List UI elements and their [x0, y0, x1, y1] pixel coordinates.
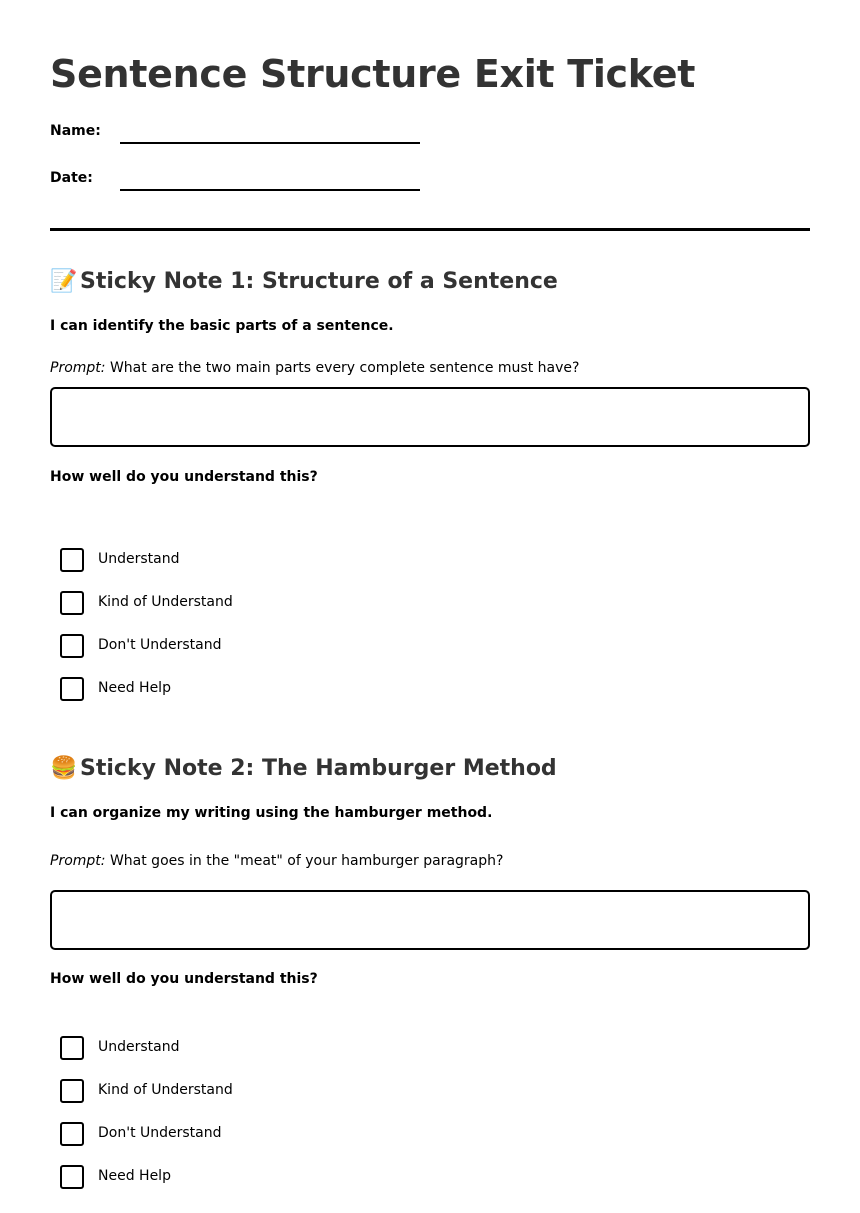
sticky-note-1-answer-box[interactable]	[50, 387, 810, 447]
prompt-text: What are the two main parts every complete sentence must have?	[105, 360, 580, 376]
option-kind-of-understand[interactable]	[60, 1079, 460, 1105]
checkbox[interactable]	[60, 548, 84, 572]
option-label: Need Help	[98, 680, 171, 696]
name-field	[50, 121, 450, 145]
sticky-note-2-understanding-question: How well do you understand this?	[50, 971, 318, 987]
checkbox[interactable]	[60, 1079, 84, 1103]
checkbox[interactable]	[60, 1036, 84, 1060]
option-understand[interactable]	[60, 548, 460, 574]
checkbox[interactable]	[60, 677, 84, 701]
prompt-label: Prompt:	[50, 853, 106, 869]
hamburger-icon: 🍔	[50, 756, 78, 781]
option-label: Don't Understand	[98, 1125, 222, 1141]
prompt-label: Prompt:	[50, 360, 106, 376]
name-label: Name:	[50, 123, 101, 139]
date-field	[50, 168, 450, 192]
prompt-text: What goes in the "meat" of your hamburger paragraph?	[105, 853, 504, 869]
option-label: Don't Understand	[98, 637, 222, 653]
option-label: Understand	[98, 551, 180, 567]
sticky-note-1-objective: I can identify the basic parts of a sentence.	[50, 318, 394, 334]
checkbox[interactable]	[60, 1122, 84, 1146]
page-title: Sentence Structure Exit Ticket	[50, 52, 696, 96]
option-need-help[interactable]	[60, 1165, 460, 1191]
sticky-note-2	[50, 753, 810, 1213]
sticky-note-2-prompt	[50, 851, 503, 871]
sticky-note-2-heading	[50, 753, 557, 785]
option-label: Understand	[98, 1039, 180, 1055]
checkbox[interactable]	[60, 1165, 84, 1189]
option-need-help[interactable]	[60, 677, 460, 703]
option-label: Need Help	[98, 1168, 171, 1184]
sticky-note-2-objective: I can organize my writing using the hamburger method.	[50, 805, 493, 821]
sticky-note-1-prompt	[50, 358, 579, 378]
sticky-note-2-title: Sticky Note 2: The Hamburger Method	[80, 756, 557, 781]
option-dont-understand[interactable]	[60, 1122, 460, 1148]
sticky-note-1-title: Sticky Note 1: Structure of a Sentence	[80, 269, 558, 294]
memo-icon: 📝	[50, 269, 78, 294]
header-divider	[50, 228, 810, 231]
checkbox[interactable]	[60, 591, 84, 615]
sticky-note-1-understanding-question: How well do you understand this?	[50, 469, 318, 485]
option-kind-of-understand[interactable]	[60, 591, 460, 617]
option-understand[interactable]	[60, 1036, 460, 1062]
option-label: Kind of Understand	[98, 1082, 233, 1098]
option-label: Kind of Understand	[98, 594, 233, 610]
sticky-note-1-heading	[50, 266, 558, 298]
sticky-note-2-answer-box[interactable]	[50, 890, 810, 950]
name-input-line[interactable]	[120, 142, 420, 144]
date-label: Date:	[50, 170, 93, 186]
checkbox[interactable]	[60, 634, 84, 658]
date-input-line[interactable]	[120, 189, 420, 191]
option-dont-understand[interactable]	[60, 634, 460, 660]
sticky-note-1	[50, 266, 810, 726]
